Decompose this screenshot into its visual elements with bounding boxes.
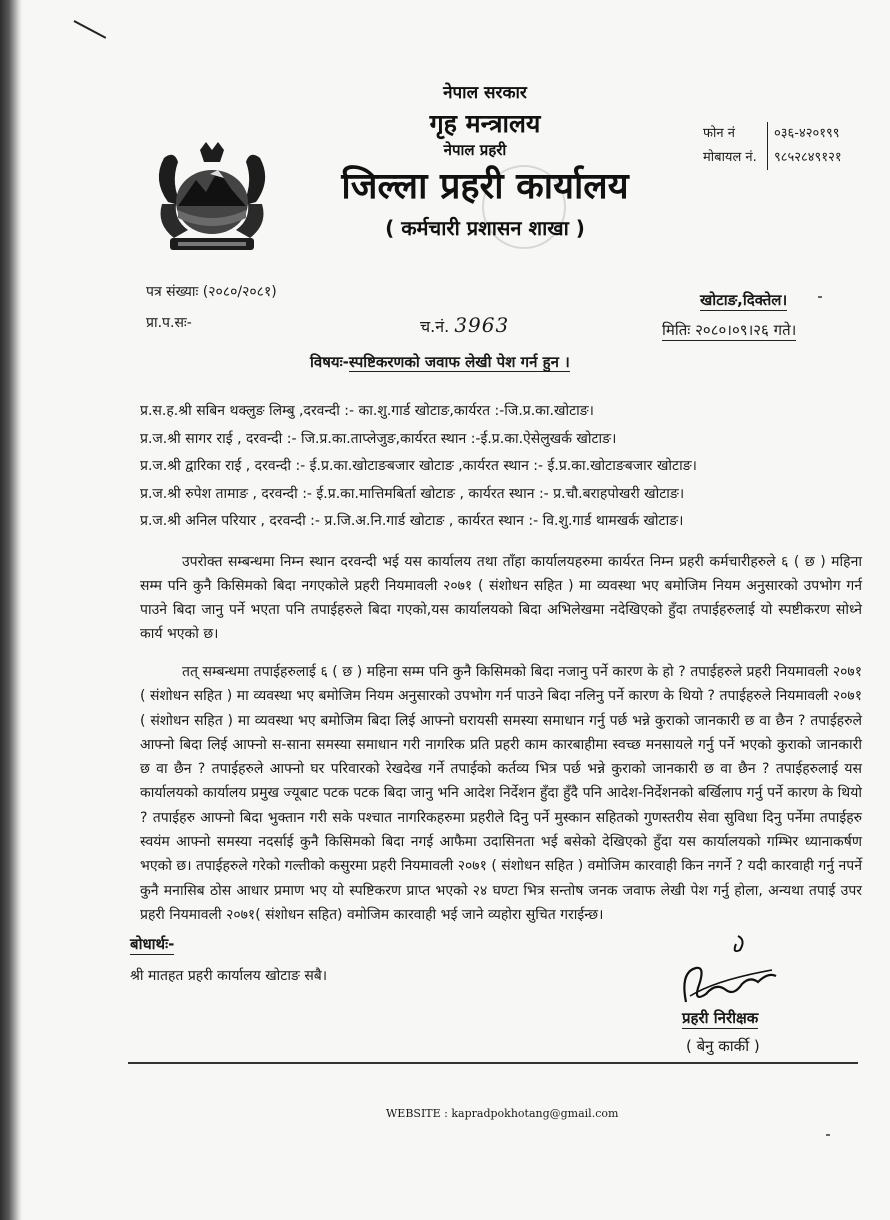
phone-number: ०३६-४२०१९९ [767, 122, 840, 146]
personnel-item: प्र.ज.श्री द्वारिका राई , दरवन्दी :- ई.प्र.का.खोटाङबजार खोटाङ ,कार्यरत स्थान :- ई.प्र.का.खोटाङबजार खोटाङ। [140, 458, 697, 474]
letter-date: मितिः २०८०।०९।२६ गते। [662, 321, 797, 339]
subject-text: स्पष्टिकरणको जवाफ लेखी पेश गर्न हुन । [348, 353, 570, 371]
personnel-item: प्र.ज.श्री अनिल परियार , दरवन्दी :- प्र.जि.अ.नि.गार्ड खोटाङ , कार्यरत स्थान :- वि.शु.गार्ड थामखर्क खोटाङ। [140, 513, 684, 529]
dispatch-handwritten-number: 3963 [454, 313, 510, 337]
mobile-number: ९८५२८४९१२१ [767, 146, 842, 170]
government-title: नेपाल सरकार [443, 83, 527, 103]
letter-number: पत्र संख्याः (२०८०/२०८१) [146, 284, 277, 300]
prapa-label: प्रा.प.सः- [146, 315, 192, 331]
body-paragraph-2: तत् सम्बन्धमा तपाईहरुलाई ६ ( छ ) महिना सम्म पनि कुनै किसिमको बिदा नजानु पर्ने कारण के हो ? तपाईहरुले प्रहरी नियमावली २०७१ ( संशोधन सहित ) मा व्यवस्था भए बमोजिम नियम अनुसारको उपभोग गर्न पाउने बिदा नलिनु पर्ने कारण के थियो ? तपाईहरुले नियमावली २०७१ ( संशोधन सहित ) मा व्यवस्था भए बमोजिम बिदा लिई आफ्नो घरायसी समस्या समाधान गर्नु पर्छ भन्ने कुराको जानकारी छ वा छैन ? तपाईहरुले आफ्नो बिदा लिई आफ्नो स-साना समस्या समाधान गरी नागरिक प्रति प्रहरी काम कारबाहीमा स्वच्छ मनसायले गर्नु पर्ने भएको कुराको जानकारी छ वा छैन ? तपाईहरुले आफ्नो घर परिवारको रेखदेख गर्ने तपाईको कर्तव्य भित्र पर्छ भन्ने कुराको जानकारी छ वा छैन ? तपाईहरुलाई यस कार्यालयको कार्यालय प्रमुख ज्यूबाट पटक पटक बिदा जानु भनि आदेश निर्देशन हुँदा हुँदै पनि आदेश-निर्देशनको बर्खिलाप गर्नु पर्ने कारण के थियो ? तपाईहरु आफ्नो बिदा भुक्तान गरी सके पश्चात नागरिकहरुमा प्रहरीले दिनु पर्ने मुस्कान सहितको गुणस्तरीय सेवा सुविधा दिनु पर्नेमा तपाईहरु स्वयंम आफ्नो समस्या नदर्साई कुनै किसिमको बिदा नगई आफैमा उदासिनता भई बसेको देखिएको हुँदा यस कार्यालयको गम्भिर ध्यानाकर्षण भएको छ। तपाईहरुले गरेको गल्तीको कसुरमा प्रहरी नियमावली २०७१ ( संशोधन सहित ) वमोजिम कारवाही किन नगर्ने ? यदी कारवाही गर्नु नपर्ने कुनै मनासिब ठोस आधार प्रमाण भए यो स्पष्टिकरण प्राप्त भएको २४ घण्टा भित्र सन्तोष जनक जवाफ लेखी पेश गर्नु होला, अन्यथा तपाई उपर प्रहरी नियमावली २०७१( संशोधन सहित) वमोजिम कारवाही भई जाने व्यहोरा सुचित गराईन्छ। [140, 664, 862, 923]
phone-label: फोन नं [703, 126, 735, 141]
bodhartha-recipient: श्री मातहत प्रहरी कार्यालय खोटाङ सबै। [130, 968, 328, 984]
pen-mark [74, 20, 107, 39]
subject-line [310, 352, 570, 372]
police-title: नेपाल प्रहरी [443, 141, 507, 159]
scan-speck [818, 296, 822, 298]
signatory-name: ( बेनु कार्की ) [686, 1037, 760, 1055]
scan-edge-shadow [0, 0, 22, 1220]
ministry-title: गृह मन्त्रालय [429, 109, 541, 138]
dispatch-number [420, 313, 509, 337]
dispatch-label: च.नं. [420, 317, 450, 336]
bodhartha-label: बोधार्थः- [130, 935, 175, 953]
signature-icon [676, 932, 786, 1012]
footer-website: WEBSITE : kapradpokhotang@gmail.com [386, 1107, 619, 1120]
personnel-item: प्र.ज.श्री सागर राई , दरवन्दी :- जि.प्र.का.ताप्लेजुङ,कार्यरत स्थान :-ई.प्र.का.ऐसेलुखर्क खोटाङ। [140, 430, 617, 447]
personnel-item: प्र.स.ह.श्री सबिन थक्लुङ लिम्बु ,दरवन्दी :- का.शु.गार्ड खोटाङ,कार्यरत :-जि.प्र.का.खोटाङ। [140, 403, 594, 419]
scan-speck [826, 1134, 830, 1136]
personnel-item: प्र.ज.श्री रुपेश तामाङ , दरवन्दी :- ई.प्र.का.मात्तिमबिर्ता खोटाङ , कार्यरत स्थान :- प्र.चौ.बराहपोखरी खोटाङ। [140, 485, 685, 502]
letter-place: खोटाङ,दिक्तेल। [700, 291, 788, 309]
footer-divider [128, 1062, 858, 1064]
signatory-designation: प्रहरी निरीक्षक [682, 1009, 759, 1027]
office-title: जिल्ला प्रहरी कार्यालय [341, 166, 629, 207]
subject-label: विषयः- [310, 353, 349, 371]
mobile-label: मोबायल नं. [703, 150, 757, 165]
contact-block [703, 122, 842, 170]
personnel-list [140, 398, 860, 536]
branch-title: ( कर्मचारी प्रशासन शाखा ) [385, 216, 585, 240]
body-paragraph-1: उपरोक्त सम्बन्धमा निम्न स्थान दरवन्दी भई यस कार्यालय तथा ताँहा कार्यालयहरुमा कार्यरत निम्न प्रहरी कर्मचारीहरुले ६ ( छ ) महिना सम्म पनि कुनै किसिमको बिदा नगएकोले प्रहरी नियमावली २०७१ ( संशोधन सहित ) मा व्यवस्था भए बमोजिम नियम अनुसारको उपभोग गर्न पाउने बिदा जानु पर्ने भएता पनि तपाईहरुले बिदा गएको,यस कार्यालयको बिदा अभिलेखमा नदेखिएको हुँदा तपाईहरुलाई यो स्पष्टीकरण सोध्ने कार्य भएको छ। [140, 554, 862, 642]
